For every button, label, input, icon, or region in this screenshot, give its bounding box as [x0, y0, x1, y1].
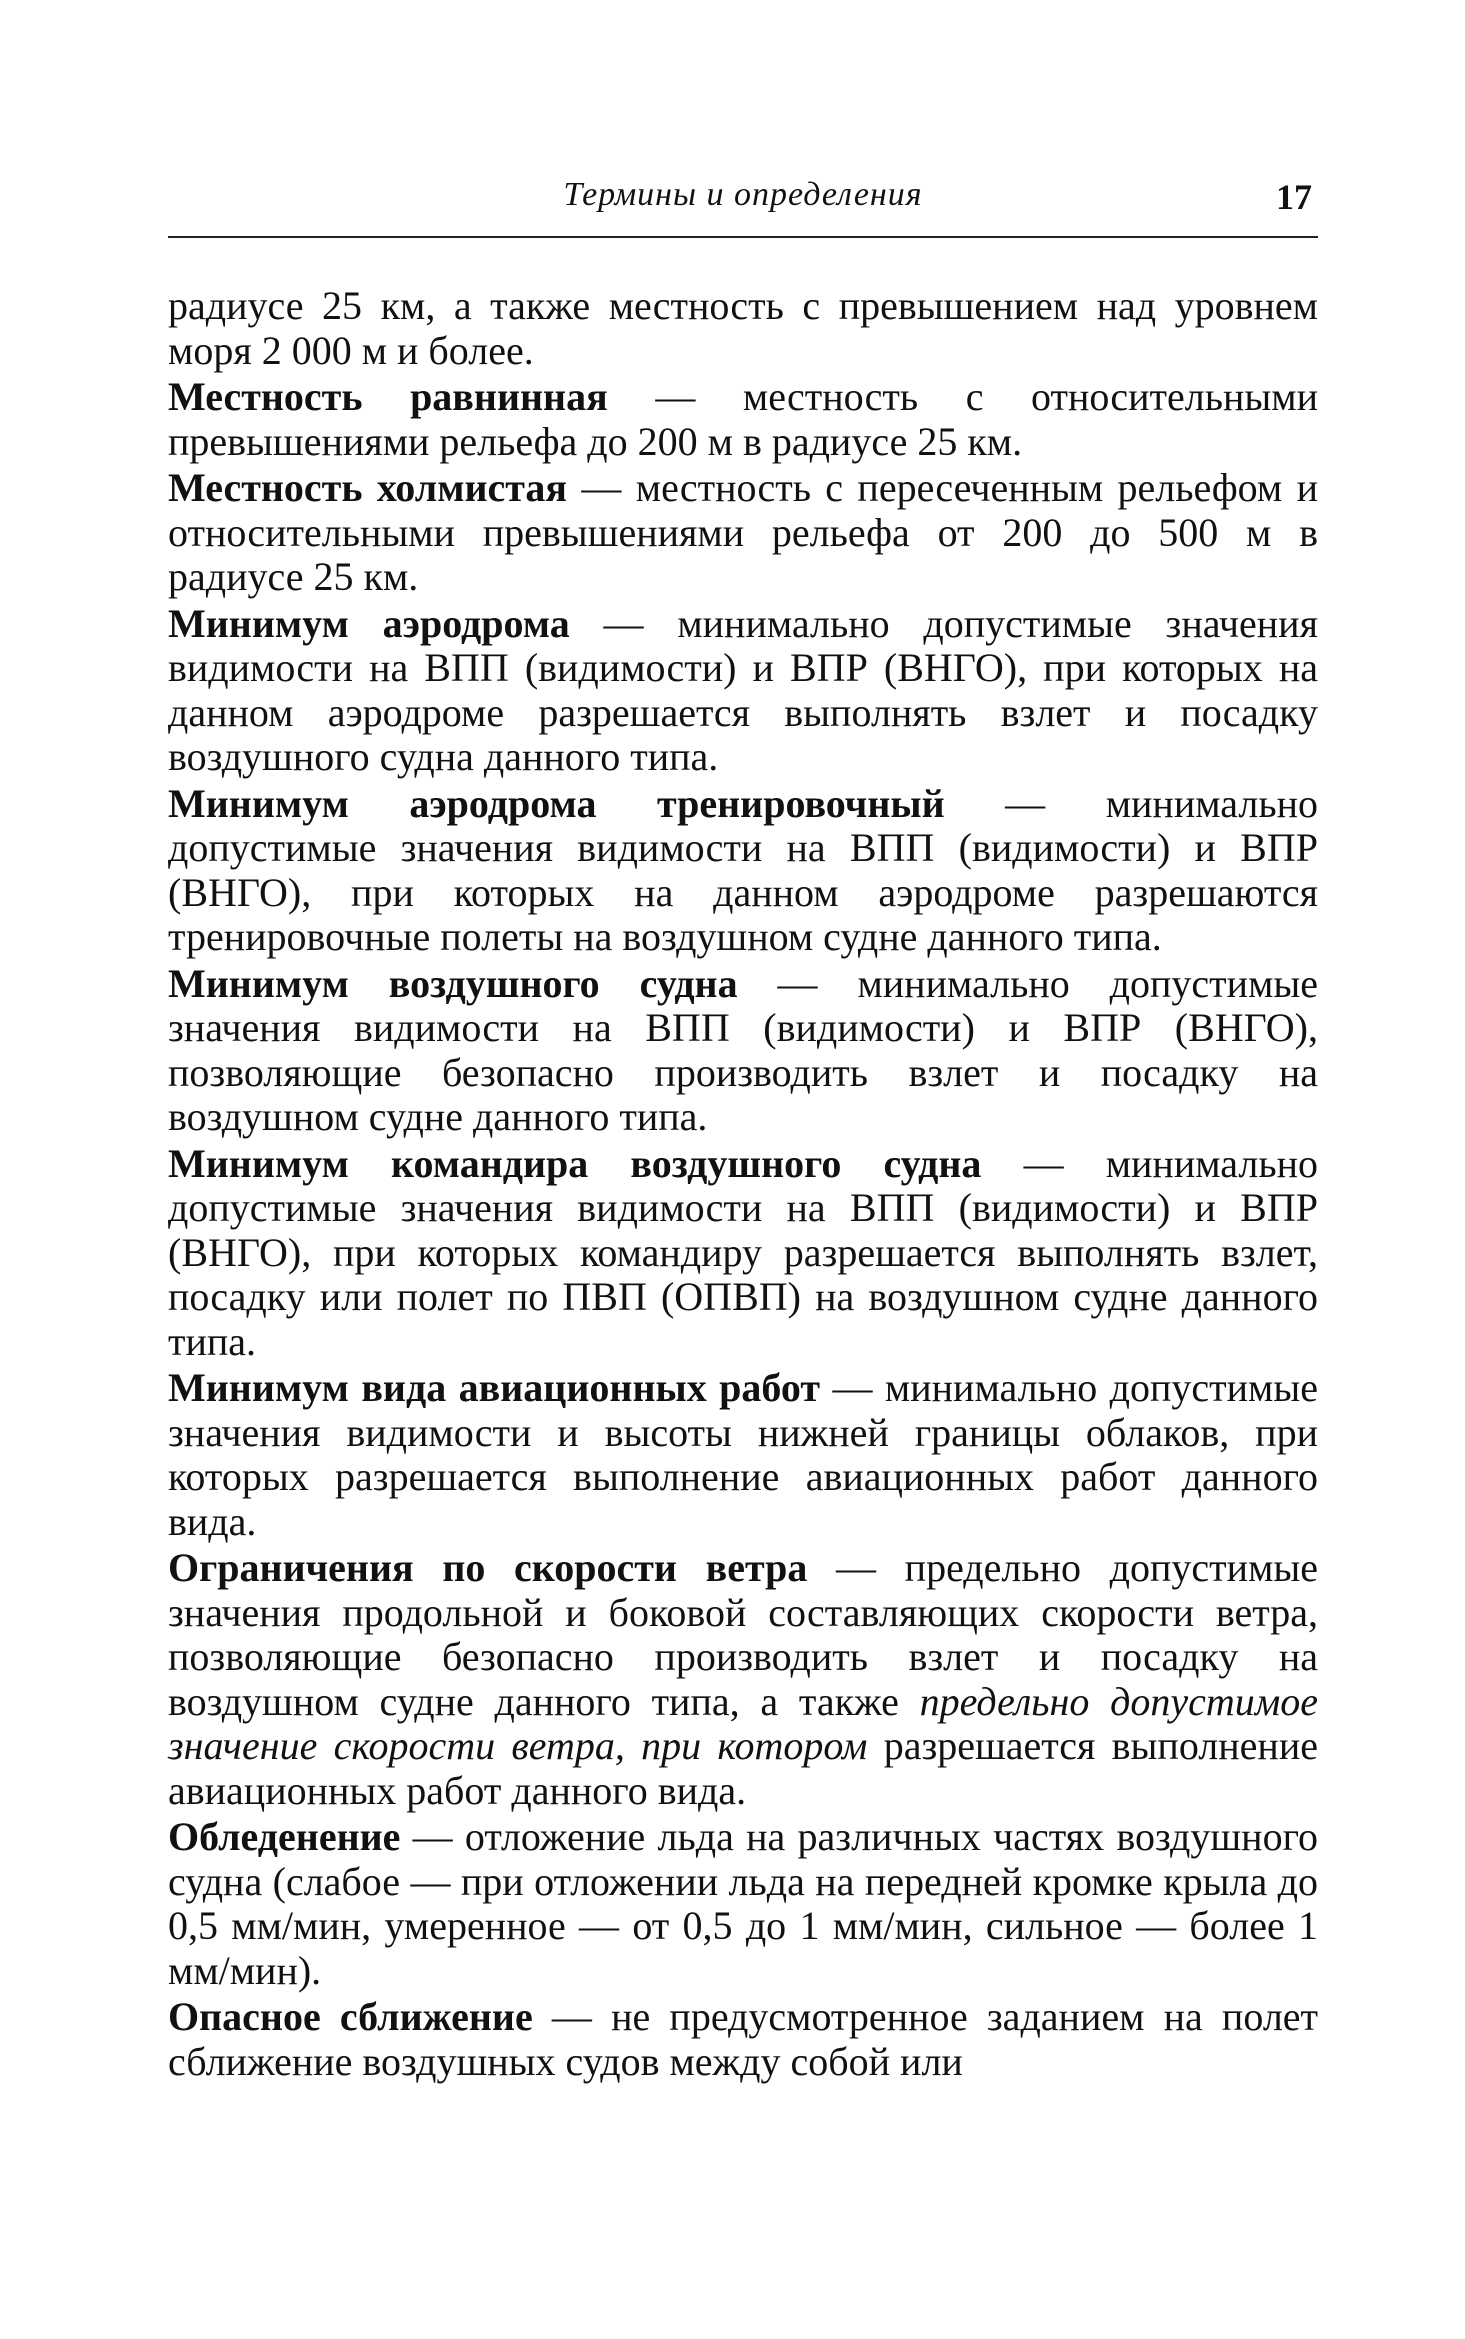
- definition-text: — минимально допустимые значения видимости на ВПП (видимости) и ВПР (ВНГО), при которых командиру разрешается выполнять взлет, посадку или полет по ПВП (ОПВП) на воздушном судне данного типа.: [168, 1140, 1318, 1364]
- definition-text: — отложение льда на различных частях воздушного судна (слабое — при отложении льда на передней кромке крыла до 0,5 мм/мин, умеренное — от 0,5 до 1 мм/мин, сильное — более 1 мм/мин).: [168, 1814, 1318, 1993]
- term: Минимум аэродрома: [168, 600, 570, 646]
- entry-commander-minimum: [168, 1142, 1318, 1365]
- term: Опасное сближение: [168, 1994, 533, 2039]
- definition-text: — минимально допустимые значения видимости на ВПП (видимости) и ВПР (ВНГО), позволяющие безопасно производить взлет и посадку на воздушном судне данного типа.: [168, 960, 1319, 1139]
- entry-hilly-terrain: [168, 466, 1318, 600]
- entry-flat-terrain: [168, 375, 1318, 464]
- definition-text: радиусе 25 км, а также местность с превышением над уровнем моря 2 000 м и более.: [168, 283, 1318, 373]
- term: Обледенение: [168, 1814, 401, 1859]
- entry-aviation-work-minimum: [168, 1366, 1318, 1544]
- term: Ограничения по скорости ветра: [168, 1545, 808, 1590]
- entry-training-aerodrome-minimum: [168, 782, 1318, 960]
- entry-aircraft-minimum: [168, 962, 1318, 1140]
- definition-text: — местность с относительными превышениями рельефа до 200 м в радиусе 25 км.: [168, 374, 1318, 464]
- entry-aerodrome-minimum: [168, 602, 1318, 780]
- definition-text-end: разрешается выполнение авиационных работ данного вида.: [168, 1723, 1318, 1813]
- entry-icing: [168, 1815, 1318, 1993]
- definition-text: — предельно допустимые значения продольной и боковой составляющих скорости ветра, позволяющие безопасно производить взлет и посадку на воздушном судне данного типа, а также: [168, 1545, 1319, 1724]
- term: Минимум аэродрома тренировочный: [168, 780, 945, 826]
- definition-text: — местность с пересеченным рельефом и относительными превышениями рельефа от 200 до 500 м в радиусе 25 км.: [168, 465, 1318, 599]
- entry-wind-limits: [168, 1546, 1318, 1813]
- term: Минимум командира воздушного судна: [168, 1140, 982, 1186]
- term: Минимум вида авиационных работ: [168, 1365, 821, 1410]
- definition-text: — не предусмотренное заданием на полет сближение воздушных судов между собой или: [168, 1994, 1319, 2084]
- definition-text: — минимально допустимые значения видимости на ВПП (видимости) и ВПР (ВНГО), при которых на данном аэродроме разрешаются тренировочные полеты на воздушном судне данного типа.: [168, 780, 1318, 959]
- page-number: 17: [1276, 177, 1312, 217]
- header-title: Термины и определения: [563, 176, 923, 213]
- term: Местность равнинная: [168, 374, 608, 419]
- entry-dangerous-approach: [168, 1995, 1318, 2084]
- term: Местность холмистая: [168, 465, 568, 510]
- definition-italic: предельно допустимое значение скорости ветра, при котором: [168, 1678, 1319, 1768]
- paragraph-continued: [168, 284, 1318, 373]
- definition-text: — минимально допустимые значения видимости на ВПП (видимости) и ВПР (ВНГО), при которых на данном аэродроме разрешается выполнять взлет и посадку воздушного судна данного типа.: [168, 600, 1318, 779]
- running-header: [168, 176, 1318, 238]
- body-text: [168, 284, 1318, 2086]
- definition-text: — минимально допустимые значения видимости и высоты нижней границы облаков, при которых разрешается выполнение авиационных работ данного вида.: [168, 1365, 1318, 1544]
- term: Минимум воздушного судна: [168, 960, 738, 1006]
